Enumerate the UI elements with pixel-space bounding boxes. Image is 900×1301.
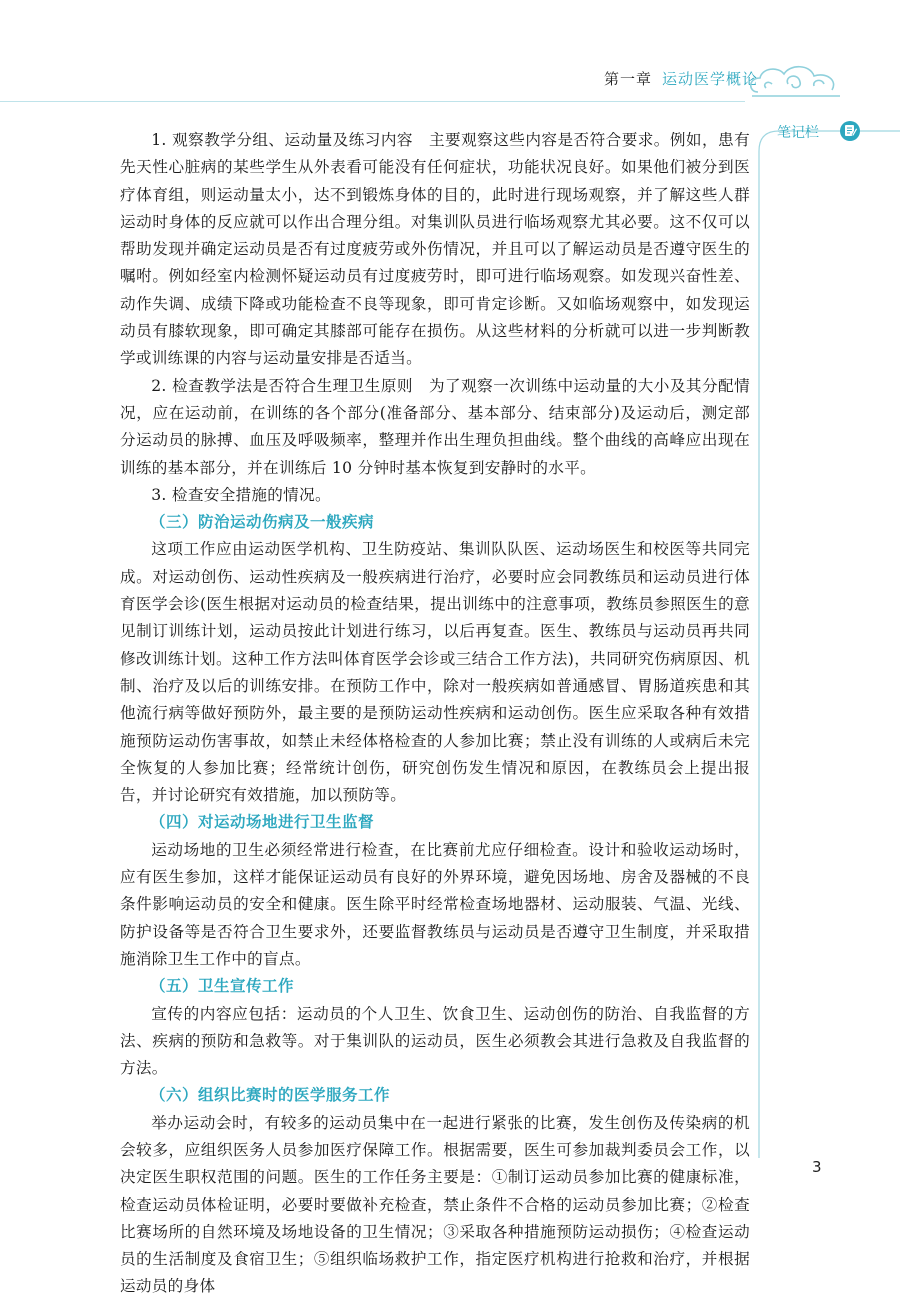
paragraph-venue-supervision: 运动场地的卫生必须经常进行检查，在比赛前尤应仔细检查。设计和验收运动场时，应有医生参加，这样才能保证运动员有良好的外界环境，避免因场地、房舍及器械的不良条件影响运动员的安全和健康。医生除平时经常检查场地器材、运动服装、气温、光线、防护设备等是否符合卫生要求外，还要监督教练员与运动员是否遵守卫生制度，并采取措施消除卫生工作中的盲点。 <box>120 840 750 968</box>
notes-label: 笔记栏 <box>777 125 819 141</box>
section-heading-venue-supervision: （四）对运动场地进行卫生监督 <box>150 813 375 832</box>
pencil-icon <box>839 120 861 142</box>
notes-sidebar-border <box>755 118 900 1158</box>
section-heading-competition-medical: （六）组织比赛时的医学服务工作 <box>150 1086 391 1105</box>
section-heading-health-education: （五）卫生宣传工作 <box>150 977 295 996</box>
paragraph-competition-medical: 举办运动会时，有较多的运动员集中在一起进行紧张的比赛，发生创伤及传染病的机会较多，应组织医务人员参加医疗保障工作。根据需要，医生可参加裁判委员会工作，以决定医生职权范围的问题。医生的工作任务主要是：①制订运动员参加比赛的健康标准，检查运动员体检证明，必要时要做补充检查，禁止条件不合格的运动员参加比赛；②检查比赛场所的自然环境及场地设备的卫生情况；③采取各种措施预防运动损伤；④检查运动员的生活制度及食宿卫生；⑤组织临场救护工作，指定医疗机构进行抢救和治疗，并根据运动员的身体 <box>120 1113 750 1296</box>
cloud-swirl-icon <box>748 62 848 102</box>
paragraph-health-education: 宣传的内容应包括：运动员的个人卫生、饮食卫生、运动创伤的防治、自我监督的方法、疾病的预防和急救等。对于集训队的运动员，医生必须教会其进行急救及自我监督的方法。 <box>120 1004 750 1078</box>
page-number: 3 <box>812 1158 822 1176</box>
main-content <box>120 127 750 1301</box>
chapter-number: 第一章 <box>604 70 653 88</box>
paragraph-check-safety: 3. 检查安全措施的情况。 <box>151 485 331 504</box>
section-heading-injury-prevention: （三）防治运动伤病及一般疾病 <box>150 513 375 532</box>
paragraph-observe-grouping: 1. 观察教学分组、运动量及练习内容 主要观察这些内容是否符合要求。例如，患有先天性心脏病的某些学生从外表看可能没有任何症状，功能状况良好。如果他们被分到医疗体育组，则运动量太小，达不到锻炼身体的目的，此时进行现场观察，并了解这些人群运动时身体的反应就可以作出合理分组。对集训队员进行临场观察尤其必要。这不仅可以帮助发现并确定运动员是否有过度疲劳或外伤情况，并且可以了解运动员是否遵守医生的嘱咐。例如经室内检测怀疑运动员有过度疲劳时，即可进行临场观察。如发现兴奋性差、动作失调、成绩下降或功能检查不良等现象，即可肯定诊断。又如临场观察中，如发现运动员有膝软现象，即可确定其膝部可能存在损伤。从这些材料的分析就可以进一步判断教学或训练课的内容与运动量安排是否适当。 <box>120 131 750 368</box>
notes-sidebar <box>755 118 900 1158</box>
header-divider <box>0 101 745 102</box>
chapter-title: 运动医学概论 <box>662 70 759 88</box>
paragraph-check-teaching-method: 2. 检查教学法是否符合生理卫生原则 为了观察一次训练中运动量的大小及其分配情况，应在运动前，在训练的各个部分(准备部分、基本部分、结束部分)及运动后，测定部分运动员的脉搏、血压及呼吸频率，整理并作出生理负担曲线。整个曲线的高峰应出现在训练的基本部分，并在训练后 10 分钟时基本恢复到安静时的水平。 <box>120 376 750 477</box>
paragraph-injury-prevention: 这项工作应由运动医学机构、卫生防疫站、集训队队医、运动场医生和校医等共同完成。对运动创伤、运动性疾病及一般疾病进行治疗，必要时应会同教练员和运动员进行体育医学会诊(医生根据对运动员的检查结果，提出训练中的注意事项，教练员参照医生的意见制订训练计划，运动员按此计划进行练习，以后再复查。医生、教练员与运动员再共同修改训练计划。这种工作方法叫体育医学会诊或三结合工作方法)，共同研究伤病原因、机制、治疗及以后的训练安排。在预防工作中，除对一般疾病如普通感冒、胃肠道疾患和其他流行病等做好预防外，最主要的是预防运动性疾病和运动创伤。医生应采取各种有效措施预防运动伤害事故，如禁止未经体格检查的人参加比赛；禁止没有训练的人或病后未完全恢复的人参加比赛；经常统计创伤，研究创伤发生情况和原因，在教练员会上提出报告，并讨论研究有效措施，加以预防等。 <box>120 540 750 805</box>
page-header <box>0 62 900 102</box>
